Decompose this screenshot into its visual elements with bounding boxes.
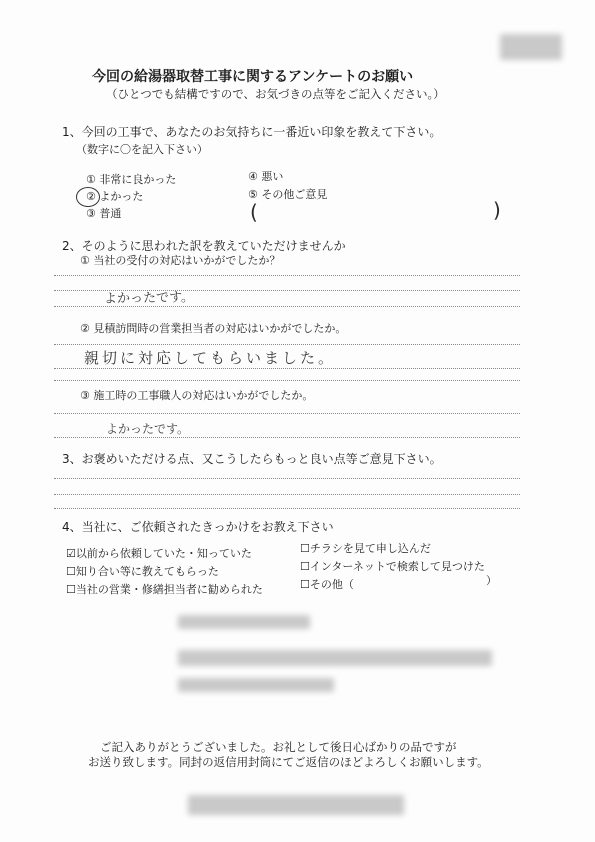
answer-line — [54, 508, 520, 509]
redacted-info — [178, 678, 334, 692]
q1-note: （数字に〇を記入下さい） — [76, 143, 208, 156]
redacted-stamp — [188, 795, 404, 815]
answer-line — [54, 275, 520, 276]
q2-sub-2: ② 見積訪問時の営業担当者の対応はいかがでしたか。 — [80, 322, 347, 335]
q1-heading: 1、今回の工事で、あなたのお気持ちに一番近い印象を教えて下さい。 — [62, 125, 442, 139]
q4-option-checked: ☑以前から依頼していた・知っていた — [66, 547, 252, 560]
answer-line — [54, 368, 520, 369]
page-title: 今回の給湯器取替工事に関するアンケートのお願い — [92, 69, 414, 85]
q1-paren-close: ) — [493, 198, 501, 222]
redacted-info — [178, 615, 310, 629]
q4-heading: 4、当社に、ご依頼されたきっかけをお教え下さい — [62, 520, 334, 534]
answer-line — [54, 344, 520, 345]
selected-circle-mark — [76, 187, 100, 207]
q2-sub-1: ① 当社の受付の対応はいかがでしたか？ — [80, 254, 281, 267]
footer-line-2: お送り致します。同封の返信用封筒にてご返信のほどよろしくお願いします。 — [88, 755, 489, 769]
q4-option: ☐当社の営業・修繕担当者に勧められた — [66, 583, 263, 596]
q4-option: ☐チラシを見て申し込んだ — [300, 542, 431, 555]
q4-option: ☐インターネットで検索して見つけた — [300, 560, 485, 573]
answer-line — [54, 478, 520, 479]
answer-line — [54, 380, 520, 381]
q2-heading: 2、そのように思われた訳を教えていただけませんか — [62, 239, 346, 253]
page-subtitle: （ひとつでも結構ですので、お気づきの点等をご記入ください。） — [106, 87, 445, 101]
q1-option-1: ① 非常に良かった — [86, 173, 177, 186]
answer-line — [54, 494, 520, 495]
q1-option-3: ③ 普通 — [86, 207, 122, 220]
q1-option-4: ④ 悪い — [248, 170, 284, 183]
q1-option-5: ⑤ その他ご意見 — [248, 188, 328, 201]
q4-other-close: ） — [486, 574, 497, 587]
handwritten-answer-3: よかったです。 — [106, 422, 190, 436]
q1-paren-open: ( — [250, 200, 258, 224]
q2-sub-3: ③ 施工時の工事職人の対応はいかがでしたか。 — [80, 389, 314, 402]
redacted-info — [178, 650, 492, 666]
answer-line — [54, 413, 520, 414]
handwritten-answer-1: よかったです。 — [103, 290, 195, 307]
q1-option-2: ② よかった — [86, 190, 144, 203]
footer-line-1: ご記入ありがとうございました。お礼として後日心ばかりの品ですが — [100, 740, 457, 754]
handwritten-answer-2: 親切に対応してもらいました。 — [84, 349, 337, 367]
redacted-mark — [500, 34, 562, 60]
answer-line — [54, 437, 520, 438]
q3-heading: 3、お褒めいただける点、又こうしたらもっと良い点等ご意見下さい。 — [62, 452, 442, 466]
q4-option: ☐知り合い等に教えてもらった — [66, 565, 219, 578]
answer-line — [54, 306, 520, 307]
q4-option-other: ☐その他（ — [300, 578, 354, 591]
